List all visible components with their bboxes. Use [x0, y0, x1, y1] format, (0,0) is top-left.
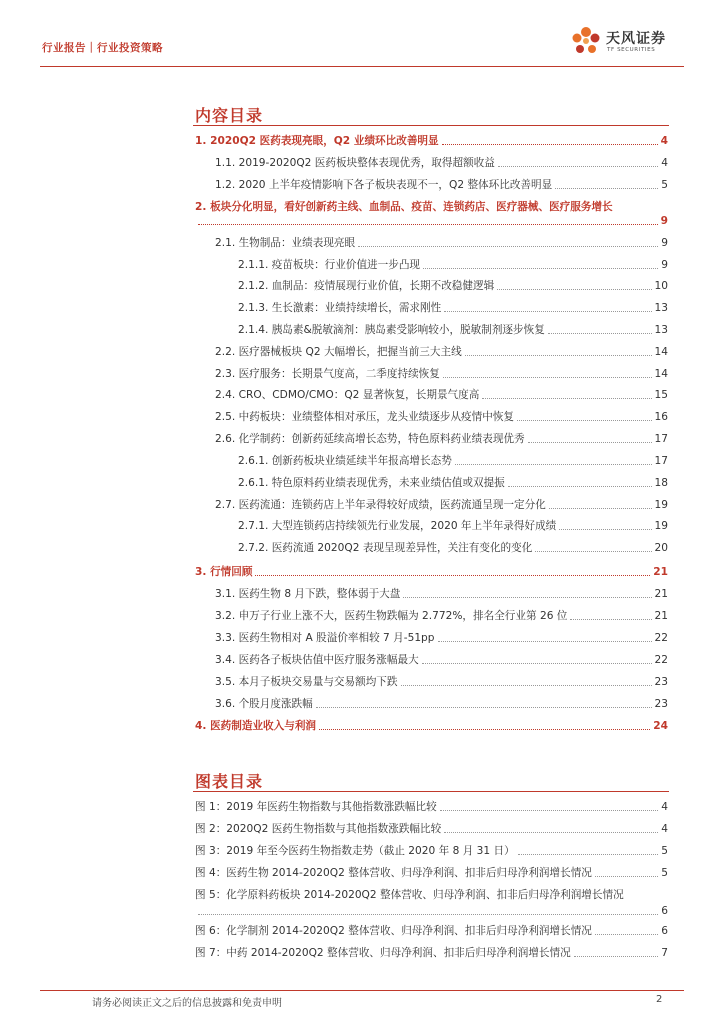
- toc-entry-text: 1.2. 2020 上半年疫情影响下各子板块表现不一，Q2 整体环比改善明显: [215, 179, 553, 191]
- toc-entry-text: 2.1.2. 血制品：疫情展现行业价值，长期不改稳健逻辑: [238, 280, 495, 292]
- footer-disclaimer: 请务必阅读正文之后的信息披露和免责申明: [92, 998, 282, 1009]
- toc-entry-text: 2.4. CRO、CDMO/CMO：Q2 显著恢复，长期景气度高: [215, 389, 480, 401]
- figure-entry-text: 图 5：化学原料药板块 2014-2020Q2 整体营收、归母净利润、扣非后归母净利润增长情况: [195, 889, 624, 901]
- toc-entry-text: 3.2. 申万子行业上涨不大，医药生物跌幅为 2.772%，排名全行业第 26 位: [215, 610, 568, 622]
- dot-leader: [316, 707, 652, 708]
- toc-page-number: 17: [654, 455, 668, 467]
- dot-leader: [559, 529, 651, 530]
- toc-entry-text: 1. 2020Q2 医药表现亮眼，Q2 业绩环比改善明显: [195, 135, 439, 147]
- figure-entry-text: 图 1：2019 年医药生物指数与其他指数涨跌幅比较: [195, 801, 437, 813]
- toc-page-number: 5: [661, 179, 668, 191]
- toc-entry[interactable]: [238, 323, 668, 337]
- figures-title-divider: [193, 791, 669, 792]
- toc-entry[interactable]: [238, 519, 668, 533]
- toc-entry[interactable]: [238, 301, 668, 315]
- toc-entry[interactable]: [215, 675, 668, 689]
- figure-page-number: 7: [661, 947, 668, 959]
- toc-page-number: 19: [654, 520, 668, 532]
- toc-page-number: 21: [654, 588, 668, 600]
- toc-page-number: 14: [654, 346, 668, 358]
- toc-entry-text: 2.6. 化学制药：创新药延续高增长态势，特色原料药业绩表现优秀: [215, 433, 525, 445]
- toc-entry-text: 3.1. 医药生物 8 月下跌，整体弱于大盘: [215, 588, 401, 600]
- toc-entry-text: 3.5. 本月子板块交易量与交易额均下跌: [215, 676, 398, 688]
- toc-entry[interactable]: [215, 587, 668, 601]
- toc-entry[interactable]: [215, 236, 668, 250]
- dot-leader: [444, 832, 658, 833]
- toc-entry-text: 3.4. 医药各子板块估值中医疗服务涨幅最大: [215, 654, 419, 666]
- toc-entry[interactable]: [215, 388, 668, 402]
- toc-entry-text: 2.7.2. 医药流通 2020Q2 表现呈现差异性，关注有变化的变化: [238, 542, 533, 554]
- figure-entry[interactable]: [195, 822, 668, 836]
- figure-page-number: 4: [661, 823, 668, 835]
- toc-entry[interactable]: [195, 214, 668, 228]
- figure-entry-text: 图 4：医药生物 2014-2020Q2 整体营收、归母净利润、扣非后归母净利润增长情况: [195, 867, 592, 879]
- toc-entry-text: 4. 医药制造业收入与利润: [195, 720, 317, 732]
- figure-entry[interactable]: [195, 866, 668, 880]
- dot-leader: [570, 619, 651, 620]
- page-number: 2: [656, 994, 663, 1005]
- figure-entry[interactable]: [195, 800, 668, 814]
- dot-leader: [517, 420, 651, 421]
- toc-page-number: 14: [654, 368, 668, 380]
- figure-entry-text: 图 7：中药 2014-2020Q2 整体营收、归母净利润、扣非后归母净利润增长情况: [195, 947, 571, 959]
- toc-entry-text: 2.2. 医疗器械板块 Q2 大幅增长，把握当前三大主线: [215, 346, 462, 358]
- header-divider: [40, 66, 684, 67]
- toc-entry-text: 2.1.1. 疫苗板块：行业价值进一步凸现: [238, 259, 421, 271]
- toc-page-number: 18: [654, 477, 668, 489]
- company-logo: [568, 22, 688, 62]
- toc-page-number: 13: [654, 324, 668, 336]
- figure-entry-text: 图 2：2020Q2 医药生物指数与其他指数涨跌幅比较: [195, 823, 442, 835]
- dot-leader: [528, 442, 652, 443]
- toc-page-number: 24: [653, 720, 668, 732]
- toc-entry-text: 2.7. 医药流通：连锁药店上半年录得较好成绩，医药流通呈现一定分化: [215, 499, 546, 511]
- toc-entry[interactable]: [215, 156, 668, 170]
- dot-leader: [440, 810, 659, 811]
- toc-entry[interactable]: [215, 345, 668, 359]
- toc-entry[interactable]: [215, 609, 668, 623]
- toc-page-number: 9: [661, 237, 668, 249]
- toc-page-number: 23: [654, 676, 668, 688]
- dot-leader: [518, 854, 659, 855]
- report-category: 行业报告｜行业投资策略: [42, 42, 163, 54]
- dot-leader: [444, 311, 651, 312]
- toc-page-number: 20: [654, 542, 668, 554]
- toc-page-number: 22: [654, 632, 668, 644]
- page-header: [0, 0, 724, 66]
- dot-leader: [595, 934, 658, 935]
- toc-entry-text: 2.6.1. 特色原料药业绩表现优秀，未来业绩估值或双提振: [238, 477, 505, 489]
- logo-name-en: TF SECURITIES: [607, 47, 656, 53]
- figure-entry-text: 图 3：2019 年至今医药生物指数走势（截止 2020 年 8 月 31 日）: [195, 845, 515, 857]
- dot-leader: [465, 355, 652, 356]
- toc-entry[interactable]: [215, 410, 668, 424]
- toc-entry[interactable]: [195, 134, 668, 148]
- dot-leader: [403, 597, 651, 598]
- figure-entry[interactable]: [195, 946, 668, 960]
- toc-entry-text: 2.5. 中药板块：业绩整体相对承压，龙头业绩逐步从疫情中恢复: [215, 411, 515, 423]
- toc-entry-text: 2.1.4. 胰岛素&脱敏滴剂：胰岛素受影响较小，脱敏制剂逐步恢复: [238, 324, 545, 336]
- toc-page-number: 4: [660, 135, 668, 147]
- dot-leader: [422, 663, 652, 664]
- toc-entry-text: 1.1. 2019-2020Q2 医药板块整体表现优秀，取得超额收益: [215, 157, 495, 169]
- dot-leader: [438, 641, 652, 642]
- dot-leader: [535, 551, 651, 552]
- toc-entry-text: 3. 行情回顾: [195, 566, 253, 578]
- dot-leader: [443, 377, 652, 378]
- figure-entry-text: 图 6：化学制剂 2014-2020Q2 整体营收、归母净利润、扣非后归母净利润增长情况: [195, 925, 592, 937]
- toc-entry-text: 2.3. 医疗服务：长期景气度高，二季度持续恢复: [215, 368, 440, 380]
- figure-page-number: 4: [661, 801, 668, 813]
- toc-page-number: 16: [654, 411, 668, 423]
- logo-name-cn: 天风证券: [606, 31, 666, 47]
- dot-leader: [555, 188, 658, 189]
- toc-entry[interactable]: [215, 432, 668, 446]
- toc-entry[interactable]: [215, 697, 668, 711]
- toc-page-number: 21: [653, 566, 668, 578]
- footer-divider: [40, 990, 684, 991]
- figure-entry[interactable]: [195, 844, 668, 858]
- toc-page-number: 4: [661, 157, 668, 169]
- toc-page-number: 15: [654, 389, 668, 401]
- toc-entry[interactable]: [195, 565, 668, 579]
- toc-title: 内容目录: [195, 106, 264, 125]
- toc-entry[interactable]: [215, 498, 668, 512]
- toc-page-number: 9: [661, 259, 668, 271]
- dot-leader: [508, 486, 652, 487]
- toc-entry[interactable]: [238, 476, 668, 490]
- figure-entry[interactable]: [195, 888, 668, 902]
- dot-leader: [498, 166, 658, 167]
- dot-leader: [255, 575, 650, 576]
- toc-entry[interactable]: [215, 653, 668, 667]
- toc-page-number: 22: [654, 654, 668, 666]
- dot-leader: [595, 876, 658, 877]
- toc-page-number: 21: [654, 610, 668, 622]
- toc-entry-text: 2.7.1. 大型连锁药店持续领先行业发展，2020 年上半年录得好成绩: [238, 520, 557, 532]
- toc-page-number: 9: [660, 215, 668, 227]
- dot-leader: [497, 289, 651, 290]
- toc-entry-text: 3.6. 个股月度涨跌幅: [215, 698, 313, 710]
- toc-page-number: 19: [654, 499, 668, 511]
- toc-entry-text: 2.1.3. 生长激素：业绩持续增长，需求刚性: [238, 302, 442, 314]
- toc-page-number: 10: [654, 280, 668, 292]
- dot-leader: [423, 268, 658, 269]
- dot-leader: [358, 246, 658, 247]
- dot-leader: [482, 398, 651, 399]
- flower-logo-icon: [568, 22, 604, 62]
- toc-entry-text: 2.6.1. 创新药板块业绩延续半年报高增长态势: [238, 455, 452, 467]
- toc-page-number: 17: [654, 433, 668, 445]
- dot-leader: [319, 729, 650, 730]
- dot-leader: [198, 224, 658, 225]
- toc-entry[interactable]: [195, 719, 668, 733]
- toc-entry-text[interactable]: 2. 板块分化明显，看好创新药主线、血制品、疫苗、连锁药店、医疗器械、医疗服务增长: [195, 201, 613, 213]
- figure-entry-continuation[interactable]: [195, 904, 668, 918]
- toc-entry[interactable]: [215, 631, 668, 645]
- toc-entry[interactable]: [238, 454, 668, 468]
- toc-entry[interactable]: [215, 367, 668, 381]
- dot-leader: [574, 956, 659, 957]
- toc-page-number: 13: [654, 302, 668, 314]
- figures-title: 图表目录: [195, 772, 264, 791]
- figure-entry[interactable]: [195, 924, 668, 938]
- toc-title-divider: [193, 125, 669, 126]
- toc-entry[interactable]: [238, 279, 668, 293]
- figure-page-number: 6: [661, 905, 668, 917]
- figure-page-number: 6: [661, 925, 668, 937]
- dot-leader: [549, 508, 652, 509]
- toc-entry-text: 3.3. 医药生物相对 A 股溢价率相较 7 月-51pp: [215, 632, 435, 644]
- toc-entry-text: 2.1. 生物制品：业绩表现亮眼: [215, 237, 356, 249]
- toc-entry[interactable]: [215, 178, 668, 192]
- figure-page-number: 5: [661, 867, 668, 879]
- dot-leader: [455, 464, 652, 465]
- dot-leader: [442, 144, 658, 145]
- dot-leader: [548, 333, 652, 334]
- toc-entry[interactable]: [238, 258, 668, 272]
- figure-page-number: 5: [661, 845, 668, 857]
- toc-entry[interactable]: [238, 541, 668, 555]
- dot-leader: [401, 685, 652, 686]
- toc-page-number: 23: [654, 698, 668, 710]
- dot-leader: [198, 914, 658, 915]
